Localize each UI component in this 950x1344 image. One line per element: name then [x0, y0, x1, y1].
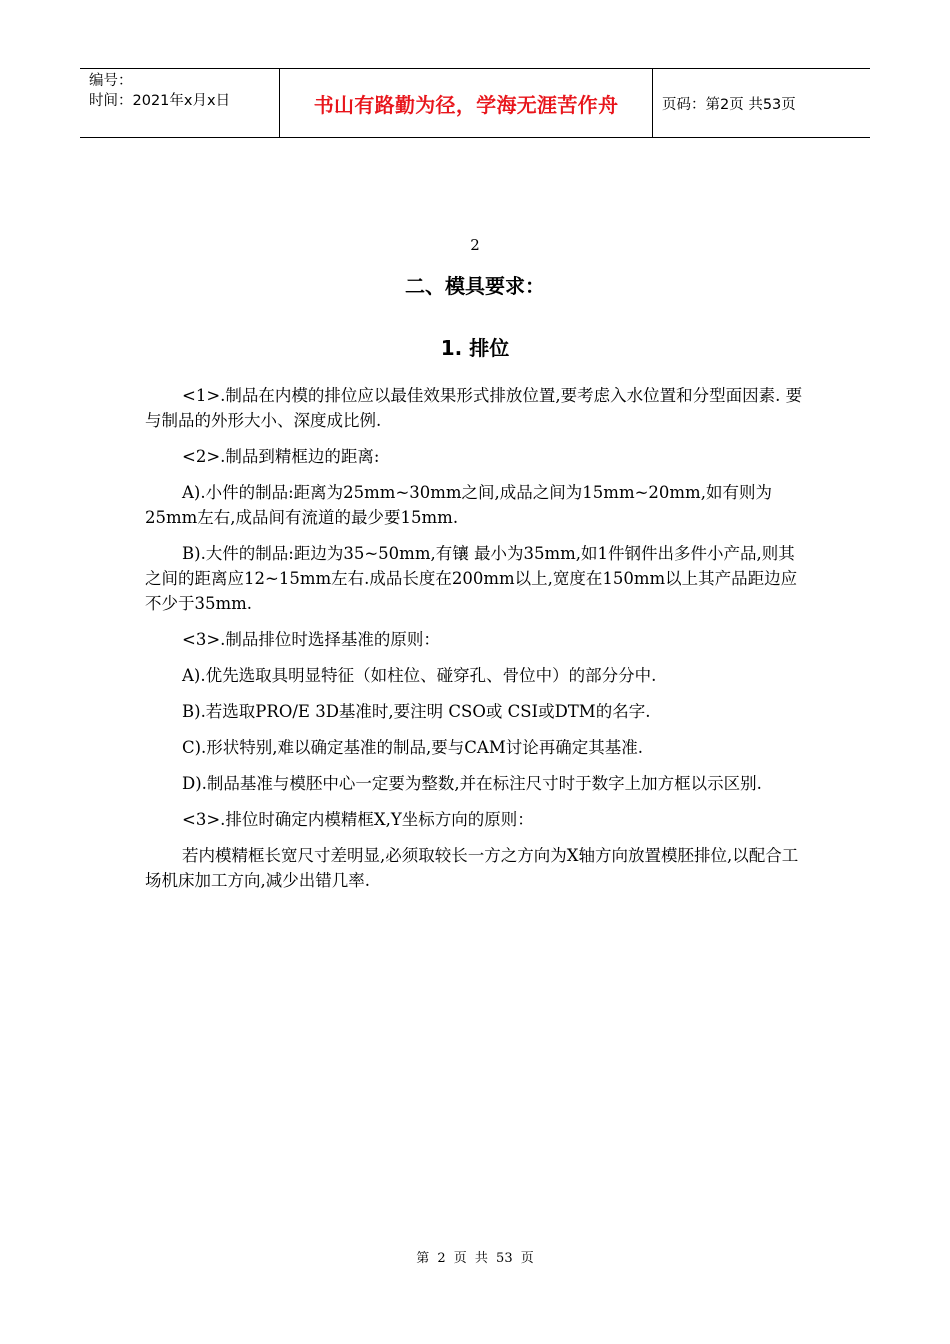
subsection-title: 1. 排位: [440, 336, 510, 360]
page-header: [80, 68, 870, 138]
paragraph: <3>.制品排位时选择基准的原则：: [182, 630, 440, 649]
paragraph: D).制品基准与模胚中心一定要为整数,并在标注尺寸时于数字上加方框以示区别.: [182, 774, 762, 793]
paragraph: B).若选取PRO/E 3D基准时,要注明 CSO或 CSI或DTM的名字.: [182, 702, 651, 721]
paragraph: 若内模精框长宽尺寸差明显,必须取较长一方之方向为X轴方向放置模胚排位,以配合工场机床加工方向,减少出错几率.: [145, 846, 799, 890]
paragraph: <2>.制品到精框边的距离:: [182, 447, 380, 466]
header-page-info: 页码：第2页 共53页: [662, 96, 796, 113]
document-body: [145, 383, 810, 904]
doc-time-label: 时间：2021年x月x日: [89, 93, 231, 109]
paragraph: A).小件的制品:距离为25mm~30mm之间,成品之间为15mm~20mm,如有则为25mm左右,成品间有流道的最少要15mm.: [145, 483, 772, 527]
section-title: 二、模具要求：: [405, 274, 545, 298]
paragraph: A).优先选取具明显特征（如柱位、碰穿孔、骨位中）的部分分中.: [182, 666, 657, 685]
header-meta: [80, 69, 280, 137]
header-motto: 书山有路勤为径，学海无涯苦作舟: [280, 69, 653, 137]
page-footer: 第 2 页 共 53 页: [416, 1251, 534, 1266]
paragraph: <1>.制品在内模的排位应以最佳效果形式排放位置,要考虑入水位置和分型面因素. 要与制品的外形大小、深度成比例.: [145, 386, 803, 430]
paragraph: C).形状特别,难以确定基准的制品,要与CAM讨论再确定其基准.: [182, 738, 643, 757]
page-number: 2: [470, 236, 480, 254]
doc-code-label: 编号：: [89, 73, 133, 89]
paragraph: <3>.排位时确定内模精框X,Y坐标方向的原则：: [182, 810, 534, 829]
paragraph: B).大件的制品:距边为35~50mm,有镶 最小为35mm,如1件钢件出多件小产品,则其之间的距离应12~15mm左右.成品长度在200mm以上,宽度在150mm以上其产品距边应不少于35mm.: [145, 544, 798, 613]
